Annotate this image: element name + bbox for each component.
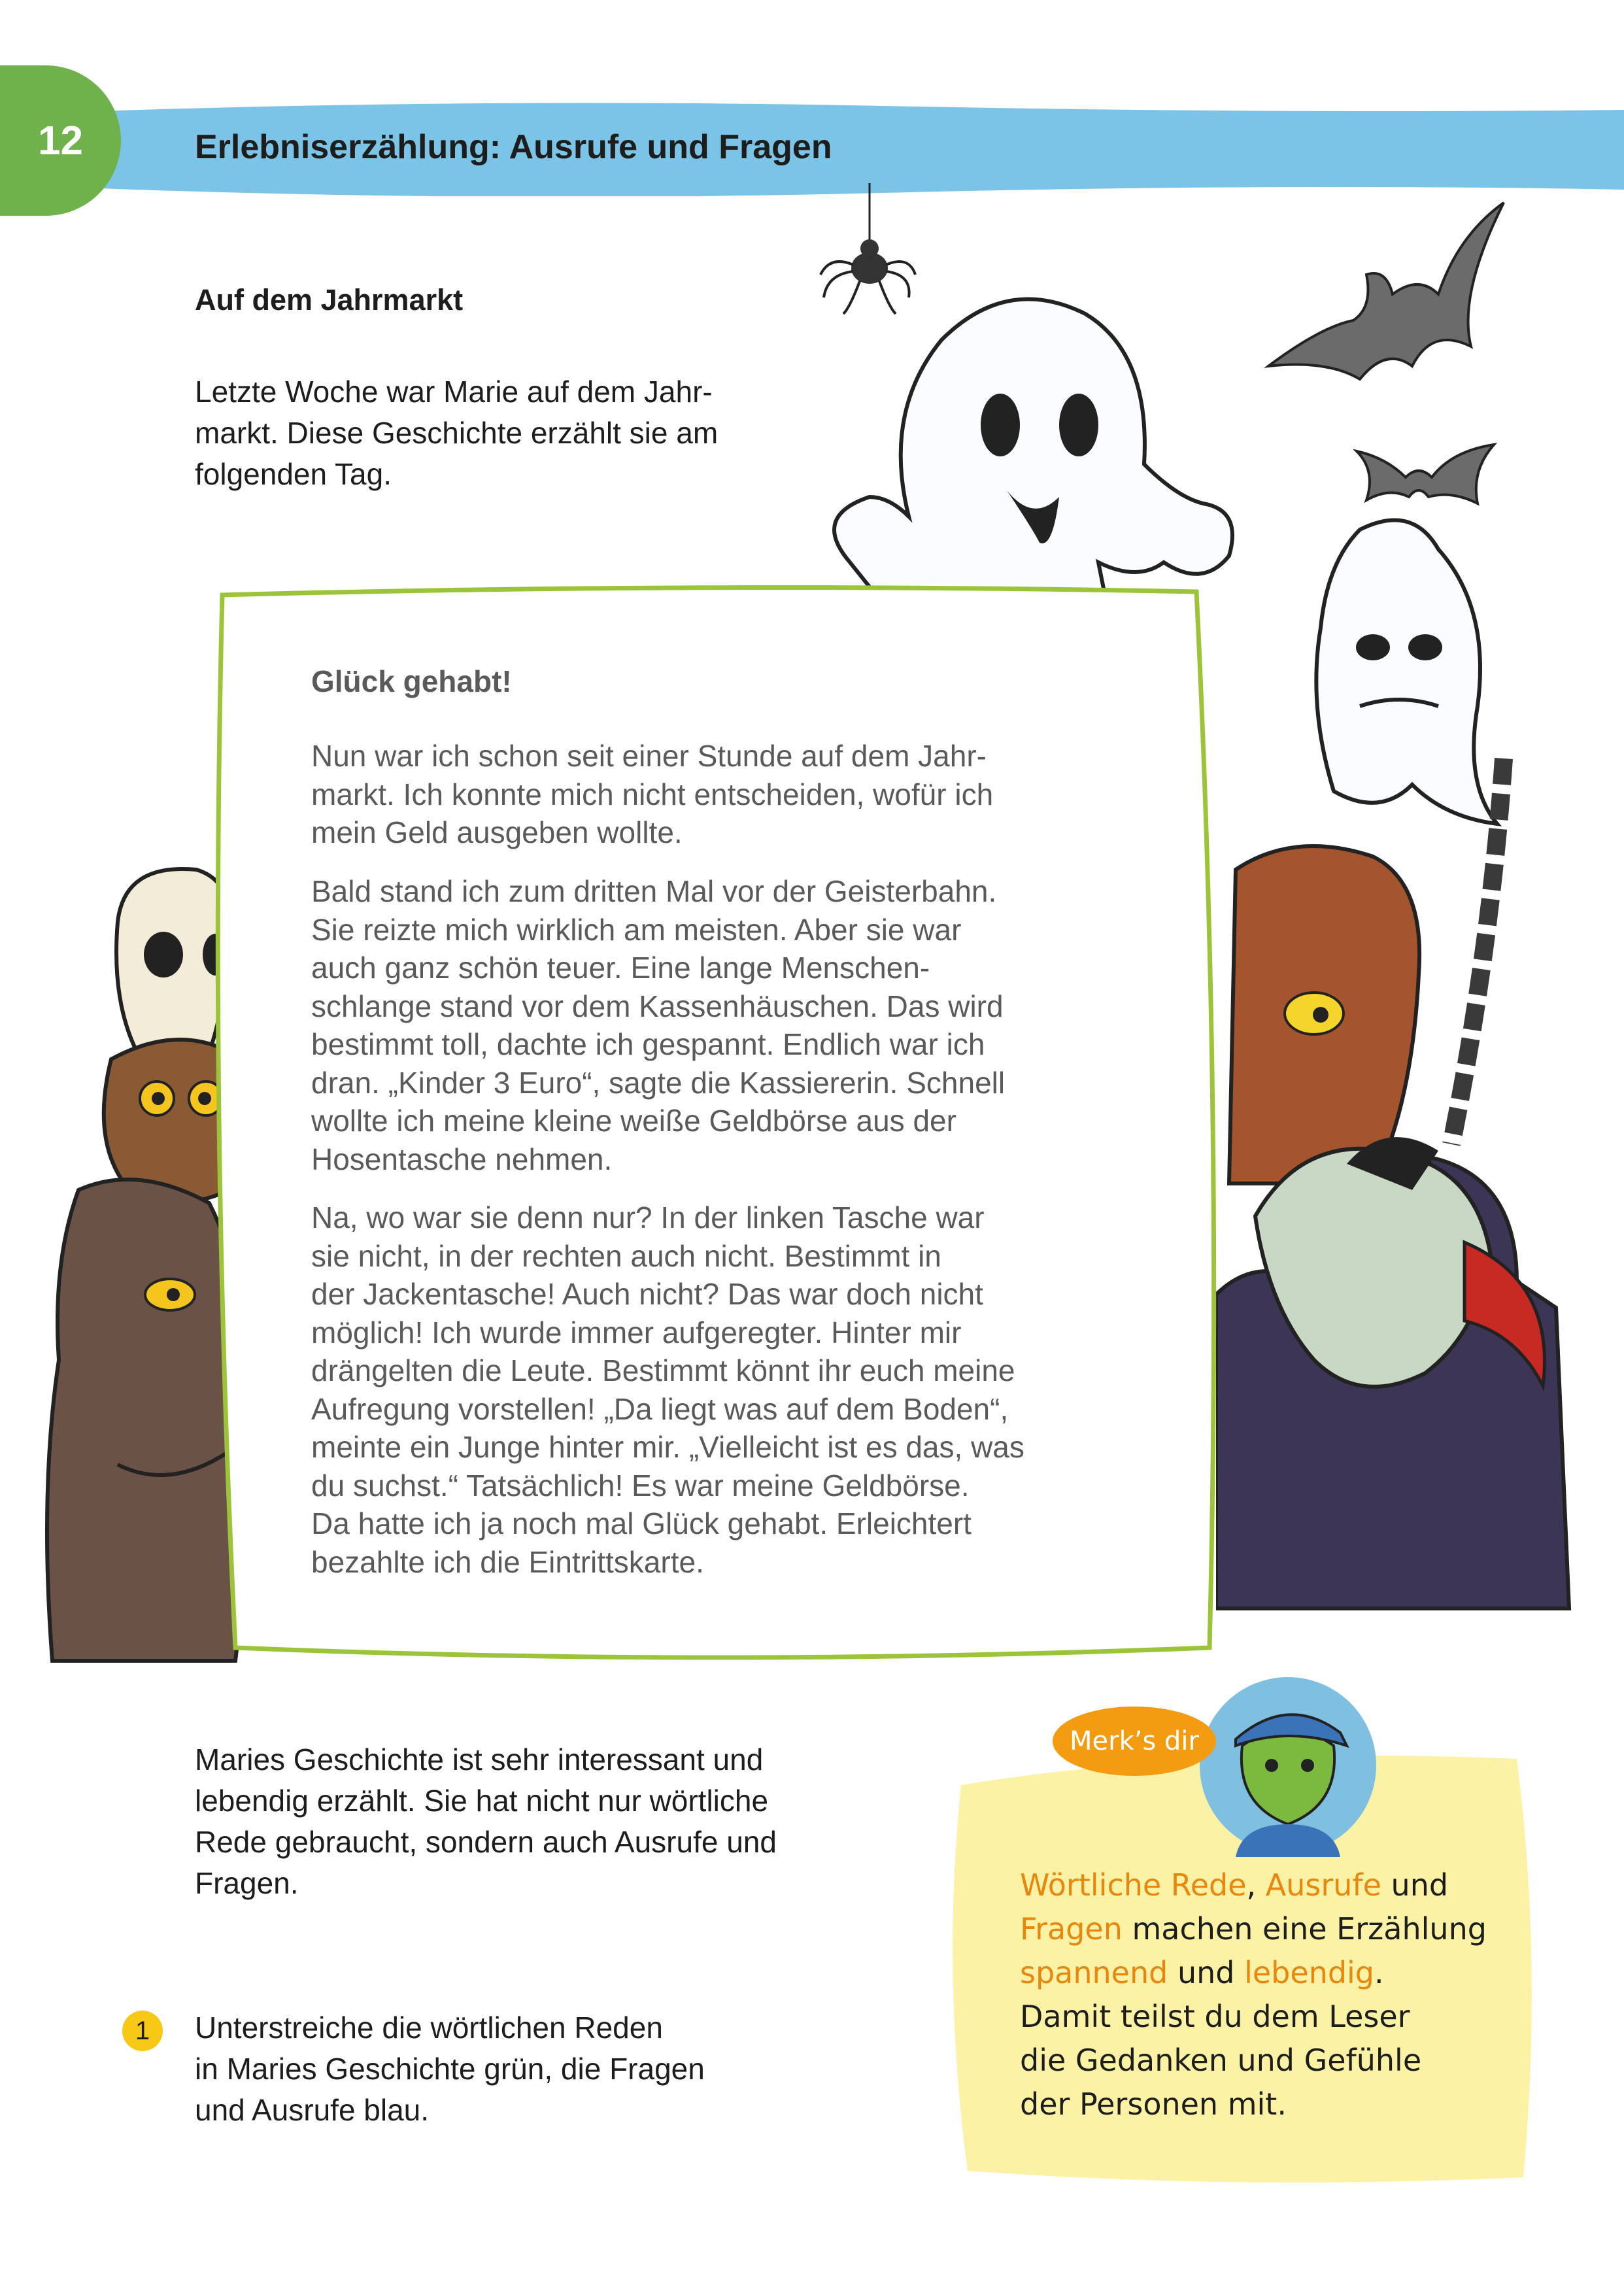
task-text [195, 2007, 836, 2131]
story-line: Da hatte ich ja noch mal Glück gehabt. Erleichtert [311, 1506, 972, 1540]
merk-plain: , [1246, 1867, 1266, 1903]
story-paragraph [311, 737, 1161, 852]
merk-plain: machen eine Erzählung [1122, 1911, 1487, 1946]
merk-bubble: Merk’s dir [1053, 1707, 1216, 1776]
story-line: bezahlte ich die Eintrittskarte. [311, 1544, 704, 1579]
merk-line: Damit teilst du dem Leser [1020, 1999, 1410, 2034]
story-line: Aufregung vorstellen! „Da liegt was auf dem Boden“, [311, 1391, 1009, 1426]
merk-plain: und [1168, 1955, 1245, 1990]
intro-line: Letzte Woche war Marie auf dem Jahr- [195, 375, 713, 409]
story-line: Hosentasche nehmen. [311, 1142, 613, 1176]
merk-line [1020, 1951, 1530, 1995]
story-line: der Jackentasche! Auch nicht? Das war doch nicht [311, 1277, 983, 1311]
story-line: wollte ich meine kleine weiße Geldbörse aus der [311, 1104, 956, 1138]
merk-highlight: Ausrufe [1265, 1867, 1381, 1903]
merk-highlight: Fragen [1020, 1911, 1123, 1946]
intro-line: folgenden Tag. [195, 457, 392, 491]
story-line: auch ganz schön teuer. Eine lange Menschen- [311, 951, 930, 985]
task-line: und Ausrufe blau. [195, 2093, 430, 2127]
merk-highlight: Wörtliche Rede [1020, 1867, 1247, 1903]
merk-plain: und [1381, 1867, 1449, 1903]
merk-line [1020, 1863, 1530, 1907]
merk-highlight: lebendig [1244, 1955, 1375, 1990]
story-line: du suchst.“ Tatsächlich! Es war meine Geldbörse. [311, 1468, 970, 1503]
story-line: Na, wo war sie denn nur? In der linken Tasche war [311, 1200, 985, 1234]
merk-text [1020, 1863, 1530, 2126]
story-line: markt. Ich konnte mich nicht entscheiden, wofür ich [311, 777, 994, 811]
story-line: Sie reizte mich wirklich am meisten. Aber sie war [311, 912, 962, 947]
bat-illustration-small [1353, 432, 1497, 510]
summary-line: Maries Geschichte ist sehr interessant und [195, 1742, 764, 1776]
mascot-illustration [1196, 1674, 1379, 1857]
story-line: Nun war ich schon seit einer Stunde auf dem Jahr- [311, 739, 987, 773]
intro-line: markt. Diese Geschichte erzählt sie am [195, 416, 719, 450]
bat-illustration-large [1262, 196, 1510, 412]
story-paragraph [311, 1198, 1161, 1581]
summary-line: Fragen. [195, 1866, 299, 1900]
story-line: drängelten die Leute. Bestimmt könnt ihr euch meine [311, 1353, 1015, 1387]
merk-line: der Personen mit. [1020, 2086, 1287, 2122]
story-line: mein Geld ausgeben wollte. [311, 815, 683, 849]
merk-line [1020, 1907, 1530, 1951]
task-line: in Maries Geschichte grün, die Fragen [195, 2052, 705, 2086]
story-line: dran. „Kinder 3 Euro“, sagte die Kassiererin. Schnell [311, 1065, 1006, 1100]
intro-text [195, 371, 822, 495]
story-line: schlange stand vor dem Kassenhäuschen. Das wird [311, 989, 1004, 1023]
story-line: bestimmt toll, dachte ich gespannt. Endlich war ich [311, 1027, 985, 1061]
merk-plain: . [1374, 1955, 1384, 1990]
task-line: Unterstreiche die wörtlichen Reden [195, 2011, 663, 2045]
intro-title: Auf dem Jahrmarkt [195, 283, 464, 316]
merk-line: die Gedanken und Gefühle [1020, 2043, 1422, 2078]
vampire-illustration [1216, 1112, 1582, 1622]
summary-line: Rede gebraucht, sondern auch Ausrufe und [195, 1825, 777, 1859]
story-paragraph [311, 872, 1161, 1178]
task-number-badge [122, 2011, 163, 2051]
page-title: Erlebniserzählung: Ausrufe und Fragen [195, 128, 832, 166]
story-line: Bald stand ich zum dritten Mal vor der Geisterbahn. [311, 874, 997, 908]
story-title: Glück gehabt! [311, 664, 512, 698]
story-line: möglich! Ich wurde immer aufgeregter. Hinter mir [311, 1315, 962, 1350]
story-line: meinte ein Junge hinter mir. „Vielleicht ist es das, was [311, 1430, 1024, 1464]
summary-text [195, 1739, 927, 1904]
summary-line: lebendig erzählt. Sie hat nicht nur wörtliche [195, 1784, 769, 1818]
merk-highlight: spannend [1020, 1955, 1168, 1990]
page-number: 12 [38, 118, 83, 163]
story-line: sie nicht, in der rechten auch nicht. Bestimmt in [311, 1238, 941, 1273]
task-number: 1 [135, 2016, 150, 2045]
